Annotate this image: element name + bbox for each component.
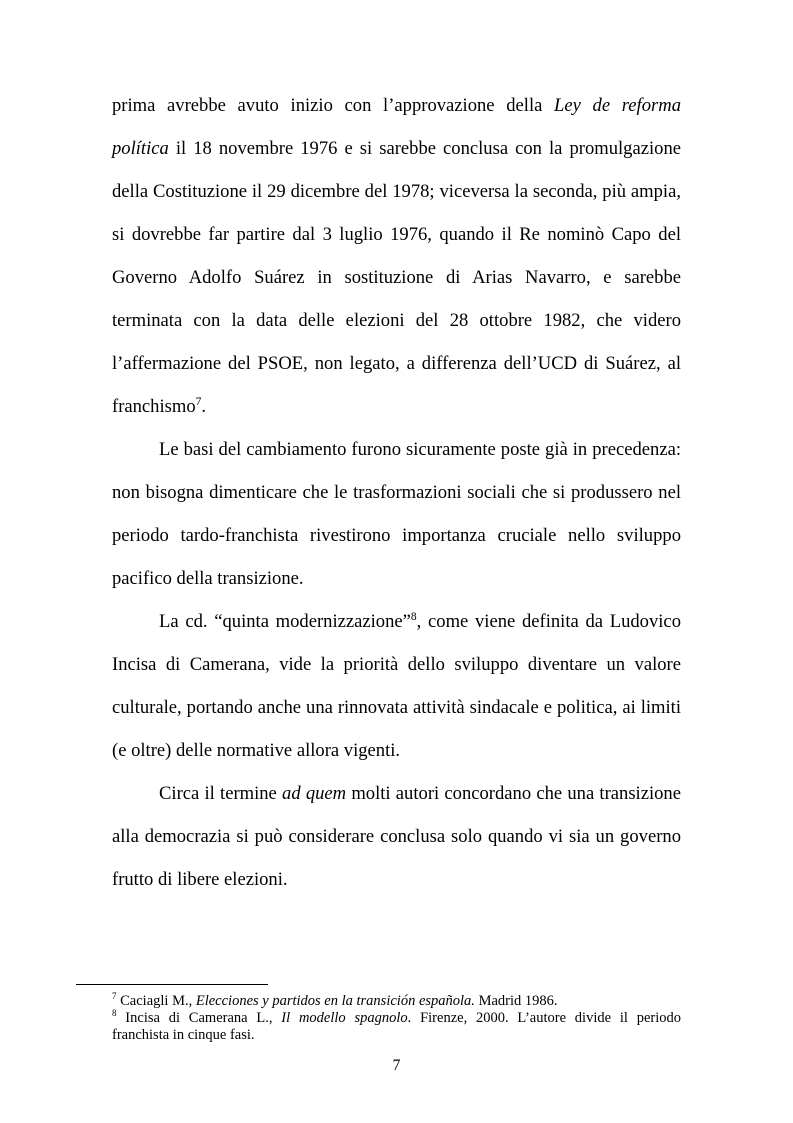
body-line: non bisogna dimenticare che le trasformazioni sociali che si produssero nel bbox=[112, 482, 681, 503]
footnote-7: $^7$ Caciagli M., Elecciones y partidos en la transición española. Madrid 1986. bbox=[112, 991, 558, 1009]
body-line: (e oltre) delle normative allora vigenti. bbox=[112, 740, 401, 761]
body-line: l’affermazione del PSOE, non legato, a differenza dell’UCD di Suárez, al bbox=[112, 353, 681, 374]
footnote-ref-8[interactable]: 8 bbox=[410, 610, 417, 623]
body-line: Le basi del cambiamento furono sicuramente poste già in precedenza: bbox=[159, 439, 681, 460]
body-line: Circa il termine ad quem molti autori concordano che una transizione bbox=[159, 783, 681, 804]
body-line: si dovrebbe far partire dal 3 luglio 1976, quando il Re nominò Capo del bbox=[112, 224, 681, 245]
body-line: pacifico della transizione. bbox=[112, 568, 304, 589]
body-line: periodo tardo-franchista rivestirono importanza cruciale nello sviluppo bbox=[112, 525, 681, 546]
footnote-separator bbox=[76, 984, 268, 985]
body-line: frutto di libere elezioni. bbox=[112, 869, 288, 890]
body-line: della Costituzione il 29 dicembre del 1978; viceversa la seconda, più ampia, bbox=[112, 181, 681, 202]
footnote-8-continued: franchista in cinque fasi. bbox=[112, 1027, 255, 1043]
page-number: 7 bbox=[392, 1057, 401, 1074]
body-line: política il 18 novembre 1976 e si sarebbe conclusa con la promulgazione bbox=[112, 138, 681, 159]
body-line: culturale, portando anche una rinnovata attività sindacale e politica, ai limiti bbox=[112, 697, 681, 718]
footnote-ref-7[interactable]: 7 bbox=[195, 395, 202, 408]
body-line: Incisa di Camerana, vide la priorità dello sviluppo diventare un valore bbox=[112, 654, 681, 675]
body-line: franchismo$^7$. bbox=[112, 395, 207, 417]
body-line: La cd. “quinta modernizzazione”$^8$, come viene definita da Ludovico bbox=[159, 610, 681, 632]
italic-term: política bbox=[112, 138, 169, 159]
italic-term: ad quem bbox=[282, 783, 347, 804]
italic-term: Ley de reforma bbox=[554, 95, 681, 116]
footnote-8: $^8$ Incisa di Camerana L., Il modello spagnolo. Firenze, 2000. L’autore divide il periodo bbox=[112, 1008, 682, 1026]
body-line: terminata con la data delle elezioni del 28 ottobre 1982, che videro bbox=[112, 310, 681, 331]
body-line: Governo Adolfo Suárez in sostituzione di Arias Navarro, e sarebbe bbox=[112, 267, 681, 288]
body-line: prima avrebbe avuto inizio con l’approvazione della Ley de reforma bbox=[112, 95, 681, 116]
body-line: alla democrazia si può considerare conclusa solo quando vi sia un governo bbox=[112, 826, 681, 847]
